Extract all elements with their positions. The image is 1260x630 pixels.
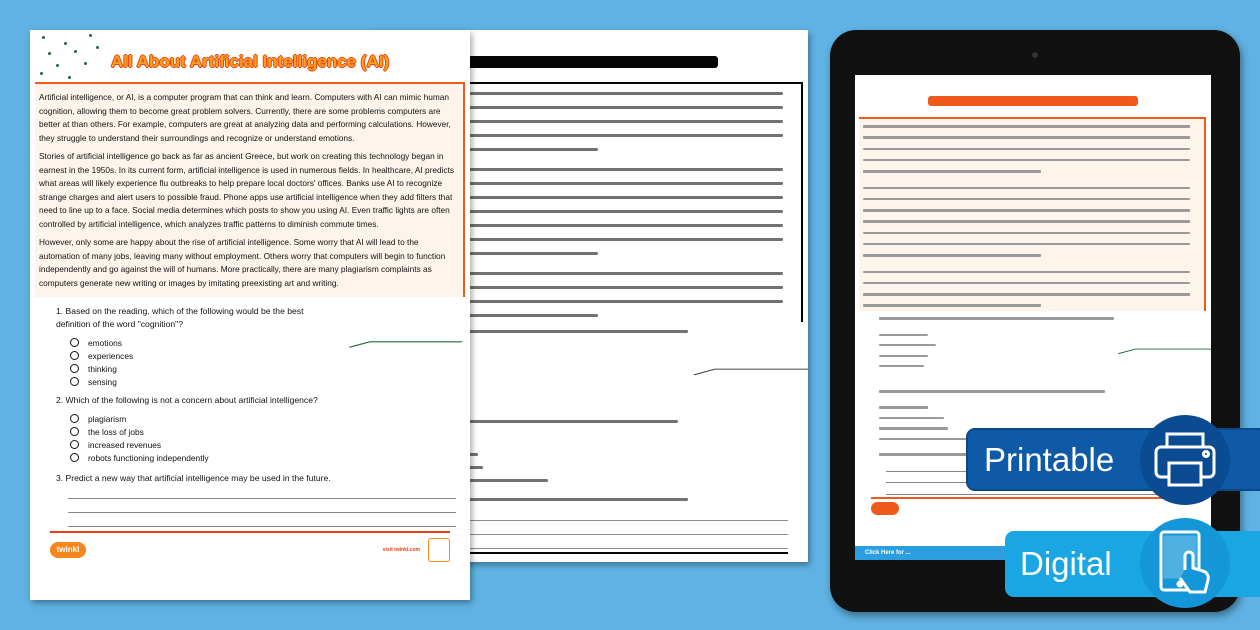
radio-button[interactable] <box>70 364 79 373</box>
radio-button[interactable] <box>70 427 79 436</box>
option-label: the loss of jobs <box>88 426 144 437</box>
text-placeholder-line <box>879 344 936 346</box>
text-placeholder-line <box>863 125 1190 127</box>
text-placeholder-line <box>879 427 948 429</box>
dot <box>89 34 92 37</box>
text-placeholder-line <box>879 406 927 408</box>
text-placeholder-line <box>879 317 1113 319</box>
title-placeholder <box>928 96 1138 106</box>
radio-button[interactable] <box>70 440 79 449</box>
text-placeholder-line <box>879 417 944 419</box>
text-placeholder-line <box>863 293 1190 295</box>
logo-placeholder <box>871 502 898 515</box>
tablet-camera <box>1032 52 1038 58</box>
printable-label: Printable <box>984 440 1115 478</box>
laptop-circuit-image <box>342 319 462 444</box>
radio-button[interactable] <box>70 453 79 462</box>
worksheet-title: All About Artificial Intelligence (AI) <box>110 52 390 71</box>
answer-line[interactable] <box>68 498 456 499</box>
click-here-bar[interactable]: Click Here for ... <box>855 546 1211 560</box>
worksheet-page-color <box>30 30 470 600</box>
q1-option[interactable] <box>70 349 334 362</box>
option-label: emotions <box>88 337 122 348</box>
option-label: robots functioning independently <box>88 452 209 463</box>
q1-option[interactable] <box>70 375 334 388</box>
twinkl-badge <box>428 538 450 562</box>
text-placeholder-line <box>863 170 1041 172</box>
question-2: 2. Which of the following is not a concern about artificial intelligence? <box>56 395 318 405</box>
visit-link[interactable]: visit twinkl.com <box>382 547 420 553</box>
q2-option[interactable] <box>70 451 456 464</box>
dot <box>42 36 45 39</box>
text-placeholder-line <box>863 136 1190 138</box>
option-label: experiences <box>88 350 134 361</box>
text-placeholder-line <box>879 365 923 367</box>
footer-divider <box>871 497 1194 499</box>
option-label: increased revenues <box>88 439 162 450</box>
paragraph: Stories of artificial intelligence go back as far as ancient Greece, but work on creating this technology began in earnest in the 1950s. In its current form, artificial intelligence is used in numerous fields. In healthcare, AI predicts what areas will likely experience flu outbreaks to help prepare local doctors' offices. Banks use AI to recognize strange charges and alert users to possible fraud. Phone apps use artificial intelligence when they add filters that need to line up to a face. Social media determines which posts to show you using AI. Even traffic lights are often controlled by artificial intelligence, which analyzes traffic patterns to diminish commute times. <box>39 151 455 229</box>
option-label: sensing <box>88 376 117 387</box>
text-placeholder-line <box>863 304 1041 306</box>
option-label: thinking <box>88 363 117 374</box>
worksheet-header <box>30 30 470 82</box>
title-placeholder <box>458 56 718 68</box>
reading-passage <box>35 82 465 297</box>
answer-line[interactable] <box>68 526 456 527</box>
dot <box>68 76 71 79</box>
dot <box>40 72 43 75</box>
digital-label: Digital <box>1020 545 1112 582</box>
text-placeholder-line <box>863 271 1190 273</box>
paragraph: Artificial intelligence, or AI, is a computer program that can think and learn. Computers with AI can mimic human cognition, allowing them to become great problem solvers. Currently, there are some problems computers are better at than others. For example, computers are great at analyzing data and performing calculations. However, they struggle to understand their surroundings and recognize or understand emotions. <box>39 92 451 143</box>
radio-button[interactable] <box>70 377 79 386</box>
text-placeholder-line <box>863 198 1190 200</box>
text-placeholder-line <box>863 254 1041 256</box>
questions <box>30 297 470 527</box>
text-placeholder-line <box>863 282 1190 284</box>
dot <box>64 42 67 45</box>
answer-line <box>886 494 1195 495</box>
tablet-touch-icon <box>1140 518 1230 608</box>
q2-option[interactable] <box>70 425 334 438</box>
q1-option[interactable] <box>70 362 334 375</box>
q2-option[interactable] <box>70 412 334 425</box>
text-placeholder-line <box>863 232 1190 234</box>
twinkl-logo: twinkl <box>50 542 86 558</box>
q2-option[interactable] <box>70 438 334 451</box>
printer-icon <box>1140 415 1230 505</box>
answer-line[interactable] <box>68 512 456 513</box>
text-placeholder-line <box>863 187 1190 189</box>
paragraph: However, only some are happy about the rise of artificial intelligence. Some worry that AI will lead to the automation of many jobs, leaving many without employment. Others worry that computers will begin to function independently and go against the will of humans. More practically, there are many plagiarism complaints as computers generate new writing or images by imitating preexisting art and writing. <box>39 237 446 288</box>
radio-button[interactable] <box>70 414 79 423</box>
option-label: plagiarism <box>88 413 127 424</box>
text-placeholder-line <box>863 209 1190 211</box>
radio-button[interactable] <box>70 338 79 347</box>
laptop-circuit-image <box>686 348 808 473</box>
q1-option[interactable] <box>70 336 334 349</box>
text-placeholder-line <box>879 390 1105 392</box>
dot <box>96 46 99 49</box>
question-3: 3. Predict a new way that artificial intelligence may be used in the future. <box>56 473 331 483</box>
question-1: 1. Based on the reading, which of the following would be the best definition of the word "cognition"? <box>56 306 304 329</box>
worksheet-footer <box>50 531 450 570</box>
text-placeholder-line <box>879 355 927 357</box>
text-placeholder-line <box>863 220 1190 222</box>
text-placeholder-line <box>863 148 1190 150</box>
radio-button[interactable] <box>70 351 79 360</box>
text-placeholder-line <box>879 334 927 336</box>
